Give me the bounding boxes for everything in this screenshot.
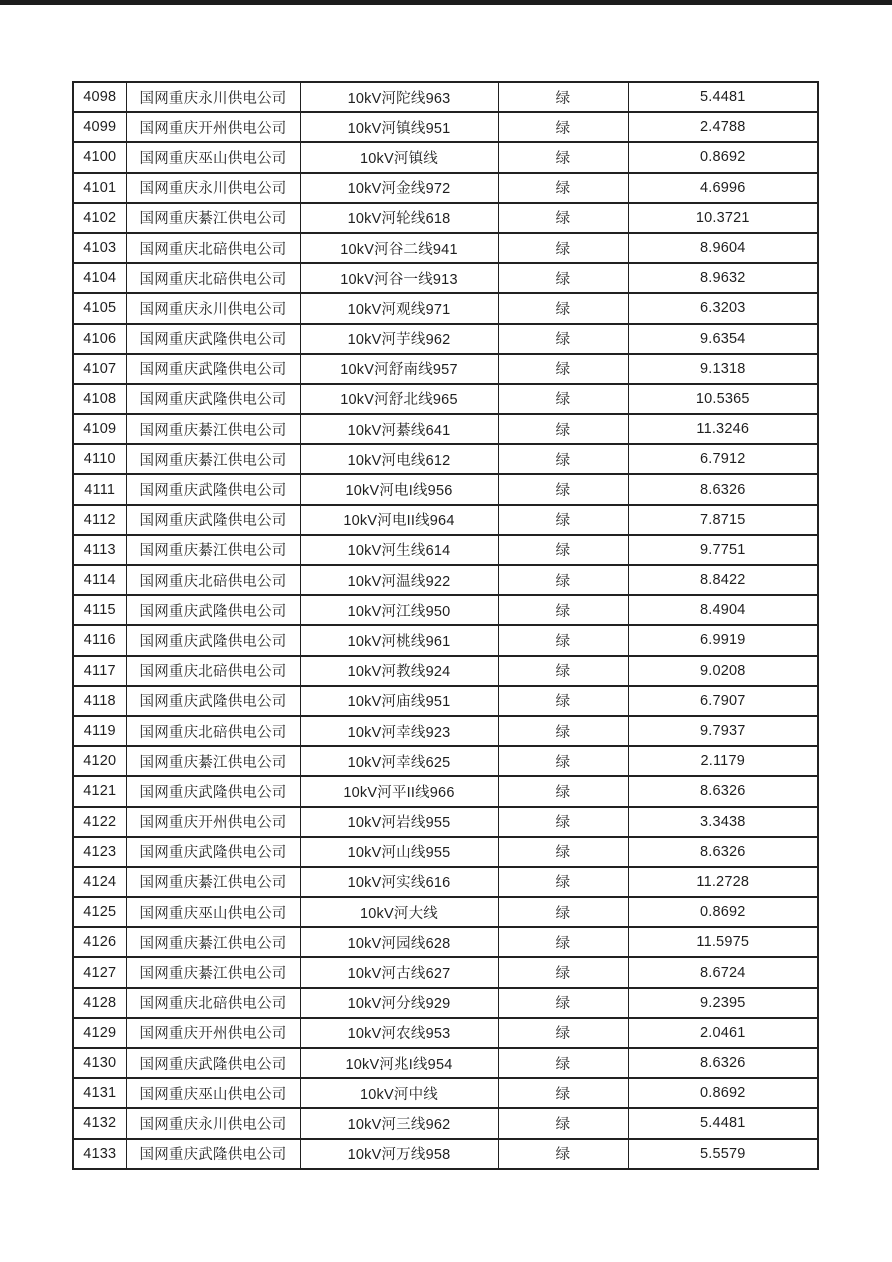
row-serial-cell: 4111: [73, 474, 126, 504]
row-company-cell: 国网重庆綦江供电公司: [126, 957, 300, 987]
row-company-cell: 国网重庆北碚供电公司: [126, 656, 300, 686]
row-status-cell: 绿: [498, 414, 628, 444]
row-company-cell: 国网重庆綦江供电公司: [126, 927, 300, 957]
row-company-cell: 国网重庆綦江供电公司: [126, 867, 300, 897]
row-value-cell: 3.3438: [628, 807, 818, 837]
table-row: [73, 776, 818, 806]
row-company-cell: 国网重庆綦江供电公司: [126, 444, 300, 474]
row-status-cell: 绿: [498, 807, 628, 837]
row-serial-cell: 4114: [73, 565, 126, 595]
row-status-cell: 绿: [498, 897, 628, 927]
row-status-cell: 绿: [498, 1048, 628, 1078]
row-serial-cell: 4118: [73, 686, 126, 716]
row-status-cell: 绿: [498, 776, 628, 806]
row-line-cell: 10kV河中线: [300, 1078, 498, 1108]
table-row: [73, 535, 818, 565]
row-serial-cell: 4120: [73, 746, 126, 776]
row-value-cell: 6.9919: [628, 625, 818, 655]
row-serial-cell: 4115: [73, 595, 126, 625]
row-company-cell: 国网重庆武隆供电公司: [126, 474, 300, 504]
row-line-cell: 10kV河古线627: [300, 957, 498, 987]
row-line-cell: 10kV河庙线951: [300, 686, 498, 716]
row-company-cell: 国网重庆綦江供电公司: [126, 746, 300, 776]
row-company-cell: 国网重庆北碚供电公司: [126, 233, 300, 263]
row-company-cell: 国网重庆武隆供电公司: [126, 505, 300, 535]
row-status-cell: 绿: [498, 1018, 628, 1048]
row-value-cell: 8.6724: [628, 957, 818, 987]
power-line-table: [72, 81, 819, 1170]
row-status-cell: 绿: [498, 837, 628, 867]
row-status-cell: 绿: [498, 957, 628, 987]
row-company-cell: 国网重庆永川供电公司: [126, 82, 300, 112]
table-row: [73, 354, 818, 384]
row-company-cell: 国网重庆永川供电公司: [126, 293, 300, 323]
row-company-cell: 国网重庆武隆供电公司: [126, 324, 300, 354]
table-row: [73, 807, 818, 837]
row-serial-cell: 4124: [73, 867, 126, 897]
row-status-cell: 绿: [498, 1139, 628, 1169]
row-line-cell: 10kV河舒北线965: [300, 384, 498, 414]
table-row: [73, 112, 818, 142]
row-serial-cell: 4121: [73, 776, 126, 806]
row-serial-cell: 4098: [73, 82, 126, 112]
row-value-cell: 9.6354: [628, 324, 818, 354]
row-value-cell: 9.2395: [628, 988, 818, 1018]
row-line-cell: 10kV河綦线641: [300, 414, 498, 444]
row-value-cell: 2.1179: [628, 746, 818, 776]
table-row: [73, 233, 818, 263]
row-serial-cell: 4100: [73, 142, 126, 172]
row-value-cell: 6.7907: [628, 686, 818, 716]
row-value-cell: 2.0461: [628, 1018, 818, 1048]
row-serial-cell: 4106: [73, 324, 126, 354]
row-serial-cell: 4104: [73, 263, 126, 293]
row-serial-cell: 4101: [73, 173, 126, 203]
row-line-cell: 10kV河江线950: [300, 595, 498, 625]
table-row: [73, 746, 818, 776]
row-value-cell: 4.6996: [628, 173, 818, 203]
row-serial-cell: 4113: [73, 535, 126, 565]
row-company-cell: 国网重庆开州供电公司: [126, 1018, 300, 1048]
row-serial-cell: 4130: [73, 1048, 126, 1078]
row-line-cell: 10kV河实线616: [300, 867, 498, 897]
row-company-cell: 国网重庆巫山供电公司: [126, 142, 300, 172]
row-line-cell: 10kV河生线614: [300, 535, 498, 565]
row-status-cell: 绿: [498, 384, 628, 414]
row-value-cell: 5.4481: [628, 1108, 818, 1138]
row-status-cell: 绿: [498, 565, 628, 595]
row-status-cell: 绿: [498, 474, 628, 504]
row-value-cell: 8.6326: [628, 776, 818, 806]
table-row: [73, 142, 818, 172]
table-row: [73, 324, 818, 354]
row-line-cell: 10kV河电I线956: [300, 474, 498, 504]
row-status-cell: 绿: [498, 324, 628, 354]
row-line-cell: 10kV河温线922: [300, 565, 498, 595]
row-status-cell: 绿: [498, 746, 628, 776]
row-status-cell: 绿: [498, 112, 628, 142]
table-row: [73, 1048, 818, 1078]
row-line-cell: 10kV河谷二线941: [300, 233, 498, 263]
row-serial-cell: 4102: [73, 203, 126, 233]
row-company-cell: 国网重庆巫山供电公司: [126, 1078, 300, 1108]
row-serial-cell: 4129: [73, 1018, 126, 1048]
row-line-cell: 10kV河轮线618: [300, 203, 498, 233]
power-line-table-body: [73, 82, 818, 1169]
row-line-cell: 10kV河教线924: [300, 656, 498, 686]
row-line-cell: 10kV河金线972: [300, 173, 498, 203]
table-row: [73, 1108, 818, 1138]
row-value-cell: 10.5365: [628, 384, 818, 414]
row-line-cell: 10kV河桃线961: [300, 625, 498, 655]
row-line-cell: 10kV河岩线955: [300, 807, 498, 837]
row-serial-cell: 4107: [73, 354, 126, 384]
row-status-cell: 绿: [498, 233, 628, 263]
row-value-cell: 0.8692: [628, 1078, 818, 1108]
row-value-cell: 8.4904: [628, 595, 818, 625]
row-serial-cell: 4133: [73, 1139, 126, 1169]
row-status-cell: 绿: [498, 1108, 628, 1138]
row-line-cell: 10kV河幸线923: [300, 716, 498, 746]
row-value-cell: 9.7751: [628, 535, 818, 565]
table-row: [73, 505, 818, 535]
table-row: [73, 414, 818, 444]
row-status-cell: 绿: [498, 656, 628, 686]
row-value-cell: 5.4481: [628, 82, 818, 112]
table-row: [73, 686, 818, 716]
table-row: [73, 474, 818, 504]
table-row: [73, 82, 818, 112]
row-serial-cell: 4109: [73, 414, 126, 444]
table-row: [73, 625, 818, 655]
row-value-cell: 8.6326: [628, 1048, 818, 1078]
table-row: [73, 293, 818, 323]
table-row: [73, 837, 818, 867]
row-company-cell: 国网重庆武隆供电公司: [126, 384, 300, 414]
row-serial-cell: 4131: [73, 1078, 126, 1108]
row-value-cell: 5.5579: [628, 1139, 818, 1169]
row-serial-cell: 4128: [73, 988, 126, 1018]
row-company-cell: 国网重庆北碚供电公司: [126, 263, 300, 293]
row-serial-cell: 4122: [73, 807, 126, 837]
row-company-cell: 国网重庆武隆供电公司: [126, 1048, 300, 1078]
row-status-cell: 绿: [498, 142, 628, 172]
table-row: [73, 384, 818, 414]
row-serial-cell: 4103: [73, 233, 126, 263]
table-row: [73, 444, 818, 474]
row-company-cell: 国网重庆武隆供电公司: [126, 686, 300, 716]
table-row: [73, 957, 818, 987]
table-row: [73, 927, 818, 957]
row-company-cell: 国网重庆武隆供电公司: [126, 776, 300, 806]
row-company-cell: 国网重庆綦江供电公司: [126, 535, 300, 565]
table-row: [73, 203, 818, 233]
table-row: [73, 263, 818, 293]
table-row: [73, 173, 818, 203]
row-serial-cell: 4117: [73, 656, 126, 686]
row-line-cell: 10kV河舒南线957: [300, 354, 498, 384]
row-serial-cell: 4112: [73, 505, 126, 535]
row-value-cell: 8.8422: [628, 565, 818, 595]
row-value-cell: 11.2728: [628, 867, 818, 897]
row-company-cell: 国网重庆武隆供电公司: [126, 837, 300, 867]
row-value-cell: 9.7937: [628, 716, 818, 746]
row-value-cell: 9.0208: [628, 656, 818, 686]
row-company-cell: 国网重庆开州供电公司: [126, 112, 300, 142]
row-company-cell: 国网重庆武隆供电公司: [126, 595, 300, 625]
table-row: [73, 1139, 818, 1169]
row-value-cell: 9.1318: [628, 354, 818, 384]
row-line-cell: 10kV河万线958: [300, 1139, 498, 1169]
table-row: [73, 1078, 818, 1108]
row-status-cell: 绿: [498, 263, 628, 293]
row-line-cell: 10kV河电II线964: [300, 505, 498, 535]
row-status-cell: 绿: [498, 716, 628, 746]
row-value-cell: 2.4788: [628, 112, 818, 142]
row-line-cell: 10kV河镇线951: [300, 112, 498, 142]
row-status-cell: 绿: [498, 505, 628, 535]
row-serial-cell: 4125: [73, 897, 126, 927]
row-serial-cell: 4108: [73, 384, 126, 414]
row-status-cell: 绿: [498, 354, 628, 384]
table-row: [73, 1018, 818, 1048]
table-row: [73, 716, 818, 746]
row-line-cell: 10kV河平II线966: [300, 776, 498, 806]
row-serial-cell: 4123: [73, 837, 126, 867]
row-company-cell: 国网重庆巫山供电公司: [126, 897, 300, 927]
table-row: [73, 656, 818, 686]
row-serial-cell: 4099: [73, 112, 126, 142]
row-line-cell: 10kV河谷一线913: [300, 263, 498, 293]
row-value-cell: 8.9604: [628, 233, 818, 263]
table-row: [73, 565, 818, 595]
row-line-cell: 10kV河大线: [300, 897, 498, 927]
row-line-cell: 10kV河兆I线954: [300, 1048, 498, 1078]
row-line-cell: 10kV河三线962: [300, 1108, 498, 1138]
row-company-cell: 国网重庆开州供电公司: [126, 807, 300, 837]
row-status-cell: 绿: [498, 988, 628, 1018]
row-status-cell: 绿: [498, 293, 628, 323]
row-value-cell: 0.8692: [628, 897, 818, 927]
row-line-cell: 10kV河电线612: [300, 444, 498, 474]
row-line-cell: 10kV河观线971: [300, 293, 498, 323]
row-company-cell: 国网重庆武隆供电公司: [126, 1139, 300, 1169]
page-top-border: [0, 0, 892, 5]
row-value-cell: 8.6326: [628, 837, 818, 867]
table-row: [73, 897, 818, 927]
row-value-cell: 6.3203: [628, 293, 818, 323]
row-value-cell: 11.5975: [628, 927, 818, 957]
row-status-cell: 绿: [498, 82, 628, 112]
row-company-cell: 国网重庆北碚供电公司: [126, 988, 300, 1018]
row-company-cell: 国网重庆永川供电公司: [126, 1108, 300, 1138]
row-line-cell: 10kV河陀线963: [300, 82, 498, 112]
row-line-cell: 10kV河分线929: [300, 988, 498, 1018]
row-company-cell: 国网重庆永川供电公司: [126, 173, 300, 203]
row-status-cell: 绿: [498, 686, 628, 716]
row-line-cell: 10kV河山线955: [300, 837, 498, 867]
row-status-cell: 绿: [498, 595, 628, 625]
row-company-cell: 国网重庆北碚供电公司: [126, 565, 300, 595]
row-status-cell: 绿: [498, 625, 628, 655]
row-line-cell: 10kV河农线953: [300, 1018, 498, 1048]
row-value-cell: 8.9632: [628, 263, 818, 293]
row-company-cell: 国网重庆綦江供电公司: [126, 203, 300, 233]
row-serial-cell: 4110: [73, 444, 126, 474]
row-status-cell: 绿: [498, 203, 628, 233]
row-company-cell: 国网重庆綦江供电公司: [126, 414, 300, 444]
row-serial-cell: 4132: [73, 1108, 126, 1138]
row-serial-cell: 4105: [73, 293, 126, 323]
table-row: [73, 867, 818, 897]
table-row: [73, 595, 818, 625]
row-company-cell: 国网重庆北碚供电公司: [126, 716, 300, 746]
row-serial-cell: 4127: [73, 957, 126, 987]
row-line-cell: 10kV河园线628: [300, 927, 498, 957]
row-status-cell: 绿: [498, 535, 628, 565]
row-value-cell: 11.3246: [628, 414, 818, 444]
row-serial-cell: 4126: [73, 927, 126, 957]
row-status-cell: 绿: [498, 927, 628, 957]
row-value-cell: 6.7912: [628, 444, 818, 474]
row-serial-cell: 4116: [73, 625, 126, 655]
table-row: [73, 988, 818, 1018]
row-status-cell: 绿: [498, 173, 628, 203]
row-company-cell: 国网重庆武隆供电公司: [126, 625, 300, 655]
row-value-cell: 8.6326: [628, 474, 818, 504]
row-serial-cell: 4119: [73, 716, 126, 746]
row-status-cell: 绿: [498, 1078, 628, 1108]
row-line-cell: 10kV河幸线625: [300, 746, 498, 776]
row-line-cell: 10kV河镇线: [300, 142, 498, 172]
row-value-cell: 7.8715: [628, 505, 818, 535]
row-value-cell: 0.8692: [628, 142, 818, 172]
row-value-cell: 10.3721: [628, 203, 818, 233]
row-status-cell: 绿: [498, 444, 628, 474]
row-status-cell: 绿: [498, 867, 628, 897]
row-line-cell: 10kV河芋线962: [300, 324, 498, 354]
row-company-cell: 国网重庆武隆供电公司: [126, 354, 300, 384]
